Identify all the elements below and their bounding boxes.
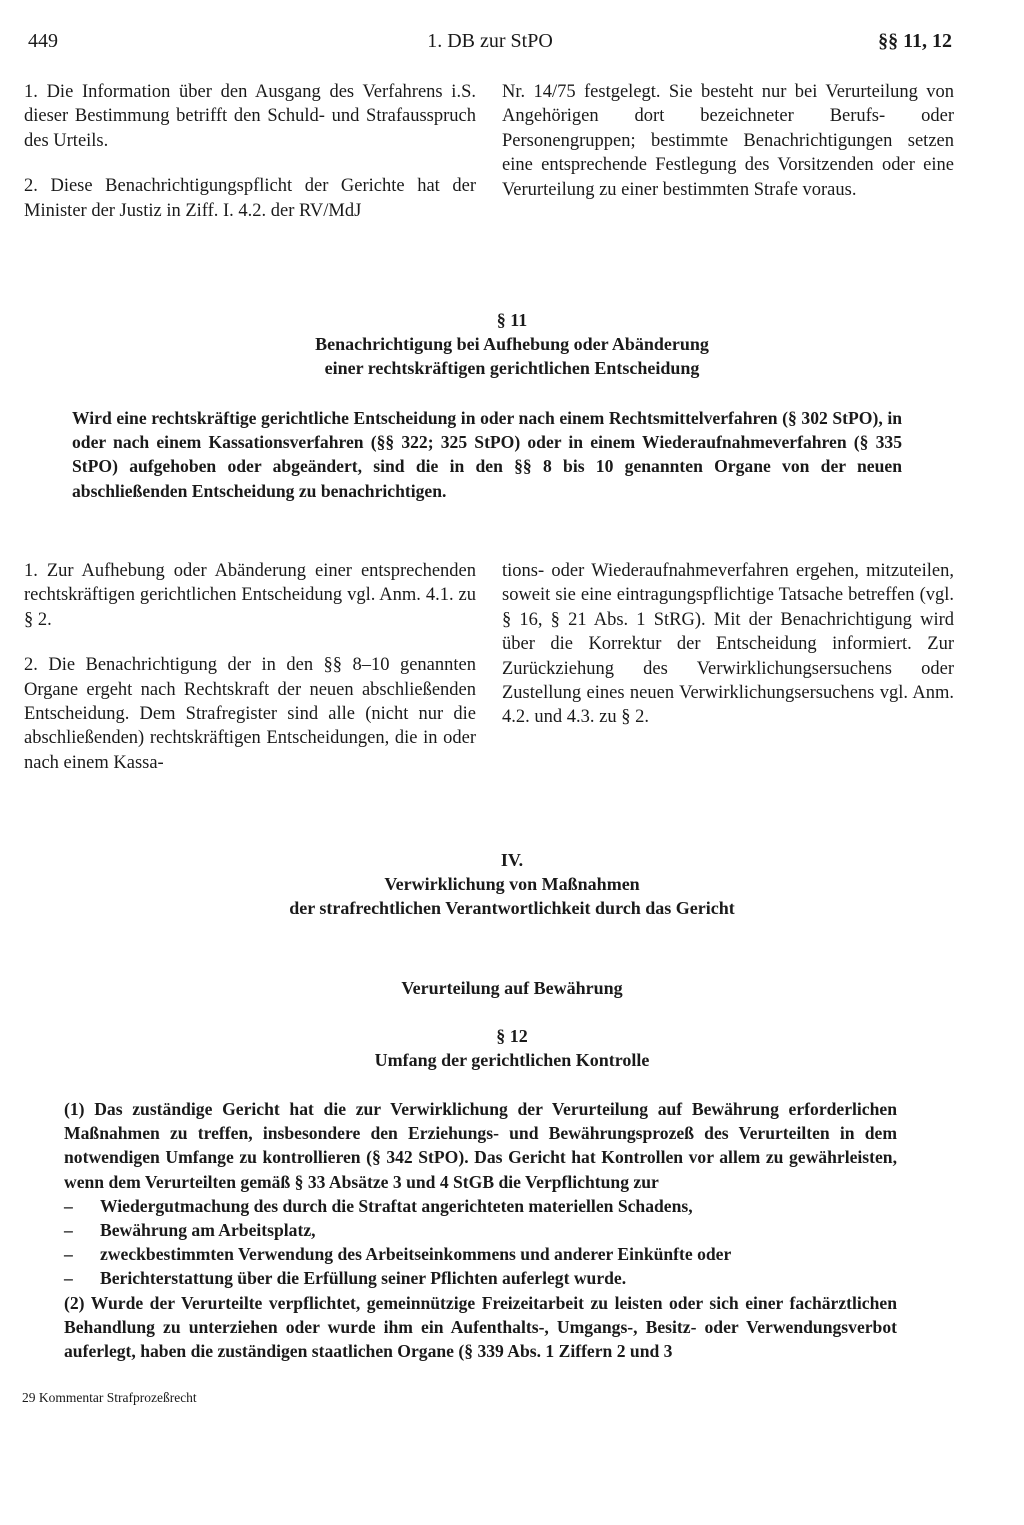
section-12-heading	[0, 1024, 1024, 1072]
middle-two-columns	[24, 559, 954, 775]
section-11-heading	[0, 308, 1024, 380]
annotation-2: 2. Diese Benachrichtigungspflicht der Gerichte hat der Minister der Justiz in Ziff. I. 4.2. der RV/MdJ	[24, 176, 476, 221]
section-reference: §§ 11, 12	[878, 30, 952, 52]
dash-bullet: –	[64, 1195, 73, 1216]
annotation-2-continued: Nr. 14/75 festgelegt. Sie besteht nur bei Verurteilung von Angehörigen dort bezeichneter Berufs- oder Personengruppen; bestimmte Benachrichtigungen setzen eine entsprechende Festlegung des Vorsitzenden oder eine Verurteilung zu einer bestimmten Strafe voraus.	[502, 82, 954, 200]
top-right-column	[502, 80, 954, 223]
mid-left-column	[24, 559, 476, 775]
list-item: – Wiedergutmachung des durch die Straftat angerichteten materiellen Schadens,	[64, 1194, 897, 1218]
section-12-number: § 12	[496, 1026, 528, 1046]
page-footer: 29 Kommentar Strafprozeßrecht	[22, 1390, 197, 1405]
annotation-1: 1. Die Information über den Ausgang des Verfahrens i.S. dieser Bestimmung betrifft den Schuld- und Strafausspruch des Urteils.	[24, 82, 476, 151]
section-11-title-line2: einer rechtskräftigen gerichtlichen Entscheidung	[324, 358, 700, 378]
mid-right-column	[502, 559, 954, 775]
annotation-11-1: 1. Zur Aufhebung oder Abänderung einer entsprechenden rechtskräftigen gerichtlichen Entscheidung vgl. Anm. 4.1. zu § 2.	[24, 561, 476, 630]
obligation-list	[64, 1194, 897, 1291]
list-item: – zweckbestimmten Verwendung des Arbeitseinkommens und anderer Einkünfte oder	[64, 1242, 897, 1266]
section-12-para1: (1) Das zuständige Gericht hat die zur Verwirklichung der Verurteilung auf Bewährung erforderlichen Maßnahmen zu treffen, insbesondere den Erziehungs- und Bewährungsprozeß des Verurteilten in dem notwendigen Umfange zu kontrollieren (§ 342 StPO). Das Gericht hat Kontrollen vor allem zu gewährleisten, wenn dem Verurteilten gemäß § 33 Absätze 3 und 4 StGB die Verpflichtung zur	[64, 1099, 897, 1192]
page-number: 449	[28, 30, 58, 52]
section-11-title-line1: Benachrichtigung bei Aufhebung oder Abänderung	[315, 334, 709, 354]
dash-bullet: –	[64, 1244, 73, 1265]
top-left-column	[24, 80, 476, 223]
section-12-para2: (2) Wurde der Verurteilte verpflichtet, gemeinnützige Freizeitarbeit zu leisten oder sich einer fachärztlichen Behandlung zu unterziehen oder wurde ihm ein Aufenthalts-, Umgangs-, Besitz- oder Verwendungsverbot auferlegt, haben die zuständigen staatlichen Organe (§ 339 Abs. 1 Ziffern 2 und 3	[64, 1292, 897, 1362]
annotation-11-2: 2. Die Benachrichtigung der in den §§ 8–10 genannten Organe ergeht nach Rechtskraft der neuen abschließenden Entscheidung. Dem Strafregister sind alle (nicht nur die abschließenden) rechtskräftigen Entscheidungen, die in oder nach einem Kassa-	[24, 655, 476, 773]
subheading: Verurteilung auf Bewährung	[401, 978, 623, 998]
page-header	[28, 30, 952, 62]
list-item: – Berichterstattung über die Erfüllung seiner Pflichten auferlegt wurde.	[64, 1266, 897, 1290]
part-iv-title-line1: Verwirklichung von Maßnahmen	[384, 874, 640, 894]
list-item: – Bewährung am Arbeitsplatz,	[64, 1218, 897, 1242]
part-iv-roman: IV.	[500, 850, 524, 870]
annotation-11-2-continued: tions- oder Wiederaufnahmeverfahren ergehen, mitzuteilen, soweit sie eine eintragungspflichtige Tatsache betreffen (vgl. § 16, § 21 Abs. 1 StRG). Mit der Benachrichtigung wird über die Korrektur der Entscheidung informiert. Zur Zurückziehung des Verwirklichungsersuchens oder Zustellung eines neuen Verwirklichungsersuchens vgl. Anm. 4.2. und 4.3. zu § 2.	[502, 561, 954, 728]
running-title: 1. DB zur StPO	[427, 30, 553, 52]
dash-bullet: –	[64, 1268, 73, 1289]
part-iv-heading	[0, 848, 1024, 920]
section-12-text	[64, 1097, 897, 1363]
section-12-title: Umfang der gerichtlichen Kontrolle	[374, 1050, 650, 1070]
top-two-columns	[24, 80, 954, 223]
section-11-text: Wird eine rechtskräftige gerichtliche Entscheidung in oder nach einem Rechtsmittelverfahren (§ 302 StPO), in oder nach einem Kassationsverfahren (§§ 322; 325 StPO) oder in einem Wiederaufnahmeverfahren (§ 335 StPO) aufgehoben oder abgeändert, sind die in den §§ 8 bis 10 genannten Organe von der neuen abschließenden Entscheidung zu benachrichtigen.	[72, 408, 902, 501]
section-11-number: § 11	[496, 310, 528, 330]
dash-bullet: –	[64, 1220, 73, 1241]
part-iv-title-line2: der strafrechtlichen Verantwortlichkeit durch das Gericht	[289, 898, 735, 918]
